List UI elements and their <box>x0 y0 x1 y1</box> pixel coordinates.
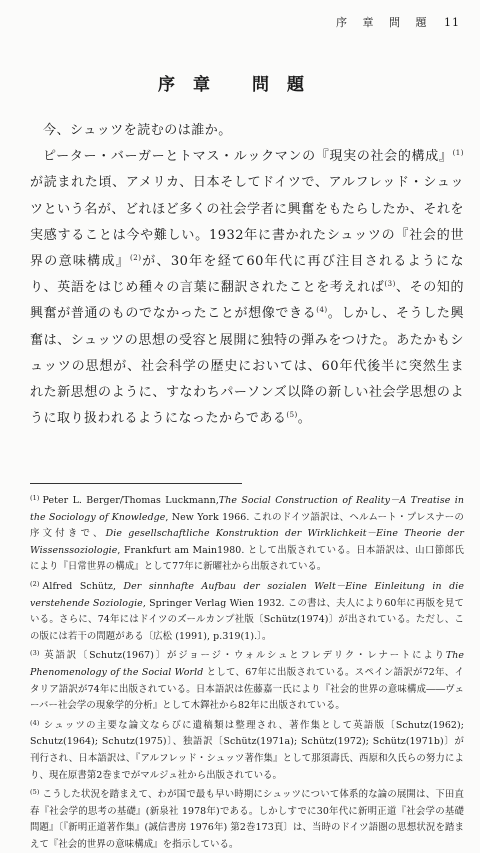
footnote-2-number: (2) <box>30 579 40 588</box>
footnote-1-text-b: , New York 1966. これのドイツ語訳は、ヘルムート・プレスナーの序文付きで、 <box>30 511 464 540</box>
footnote-1-text-c: , Frankfurt am Main1980. として出版されている。日本語訳は、山口節郎氏により『日常世界の構成』として77年に新曜社から出版されている。 <box>30 544 464 573</box>
paragraph-2-text-f: 。 <box>297 411 312 427</box>
footnote-4-number: (4) <box>30 718 40 727</box>
footnote-3-text-b: として、67年に出版されている。スペイン語訳が72年、イタリア語訳が74年に出版されている。日本語訳は佐藤嘉一氏により『社会的世界の意味構成――ヴェーバー社会学の現象学的分析』として木鐸社から82年に出版されている。 <box>30 666 464 712</box>
footnote-2-text-a: Alfred Schütz, <box>42 580 124 592</box>
footnote-3-text-a: 英語訳〔Schutz(1967)〕がジョージ・ウォルシュとフレデリク・レナートにより <box>42 650 446 662</box>
chapter-title: 序章 問題 <box>158 75 322 95</box>
footnote-divider <box>30 483 242 484</box>
note-ref-5[interactable]: (5) <box>286 411 298 420</box>
paragraph-2 <box>30 144 464 432</box>
paragraph-2-text-e: 。しかし、そうした興奮は、シュッツの思想の受容と展開に独特の弾みをつけた。あたかもシュッツの思想が、社会科学の歴史においては、60年代後半に突然生まれた新思想のように、すなわちパーソンズ以降の新しい社会学思想のように取り扱われるようになったからである <box>30 306 464 427</box>
footnote-3-number: (3) <box>30 649 40 658</box>
note-ref-1[interactable]: (1) <box>452 149 464 158</box>
paragraph-2-text-b: が読まれた頃、アメリカ、日本そしてドイツで、アルフレッド・シュッツという名が、どれほど多くの社会学者に興奮をもたらしたか、それを実感することは今や難しい。1932年に書かれたシュッツの『社会的世界の意味構成』 <box>30 175 464 270</box>
footnote-3-title-en: The Phenomenology of the Social World <box>30 650 464 678</box>
footnote-1 <box>30 490 464 576</box>
footnote-2-title-de: Der sinnhafte Aufbau der sozialen Welt－Eine Einleitung in die verstehende Soziologie <box>30 580 464 609</box>
footnote-5-text-a: こうした状況を踏まえて、わが国で最も早い時期にシュッツについて体系的な論の展開は、下田直春『社会学的思考の基礎』(新泉社 1978年)である。しかしすでに30年代に新明正道『社会学の基礎問題』〔『新明正道著作集』(誠信書房 1976年) 第2巻173頁〕は、当時のドイツ語圏の思想状況を踏まえて『社会的世界の意味構成』を指示している。 <box>30 789 464 850</box>
note-ref-4[interactable]: (4) <box>316 306 328 315</box>
page-number: 11 <box>444 16 460 29</box>
note-ref-3[interactable]: (3) <box>384 280 396 289</box>
paragraph-1: 今、シュッツを読むのは誰か。 <box>43 123 232 138</box>
footnote-1-number: (1) <box>30 494 40 502</box>
footnote-4-text-a: シュッツの主要な論文ならびに遺稿類は整理され、著作集として英語版〔Schutz(1962); Schutz(1964); Schutz(1975)〕、独語訳〔Schütz(1971a); Schütz(1972); Schütz(1971b)〕が刊行され、日本語訳は、『アルフレッド・シュッツ著作集』として那須壽氏、西原和久氏らの努力により、現在原書第2巻までがマルジュ社から出版されている。 <box>30 719 464 781</box>
running-head <box>336 14 460 30</box>
footnote-1-text-a: Peter L. Berger/Thomas Luckmann, <box>42 495 219 506</box>
running-head-title: 序 章 問 題 <box>336 16 433 29</box>
paragraph-2-text-d: 、その知的興奮が普通のものでなかったことが想像できる <box>30 280 464 322</box>
footnote-5-number: (5) <box>30 788 40 797</box>
footnote-5 <box>30 784 464 853</box>
footnote-4 <box>30 715 464 784</box>
paragraph-2-text-c: が、30年を経て60年代に再び注目されるようになり、英語をはじめ種々の言葉に翻訳されたことを考えれば <box>30 254 464 296</box>
footnotes <box>30 490 464 853</box>
footnote-2-text-b: , Springer Verlag Wien 1932. この書は、夫人により60年に再版を見ている。さらに、74年にはドイツのズールカンプ社版〔Schütz(1974)〕が出されている。ただし、この版には若干の問題がある〔広松 (1991), p.319(1).〕。 <box>30 597 464 642</box>
note-ref-2[interactable]: (2) <box>130 254 142 263</box>
footnote-3 <box>30 645 464 714</box>
footnote-2 <box>30 576 464 645</box>
body-text <box>30 118 464 432</box>
footnote-1-title-de: Die gesellschaftliche Konstruktion der Wirklichkeit－Eine Theorie der Wissenssoziologie <box>30 528 464 556</box>
paragraph-2-text-a: ピーター・バーガーとトマス・ルックマンの『現実の社会的構成』 <box>43 149 453 165</box>
footnote-1-title-en: The Social Construction of Reality－A Treatise in the Sociology of Knowledge <box>30 495 465 523</box>
